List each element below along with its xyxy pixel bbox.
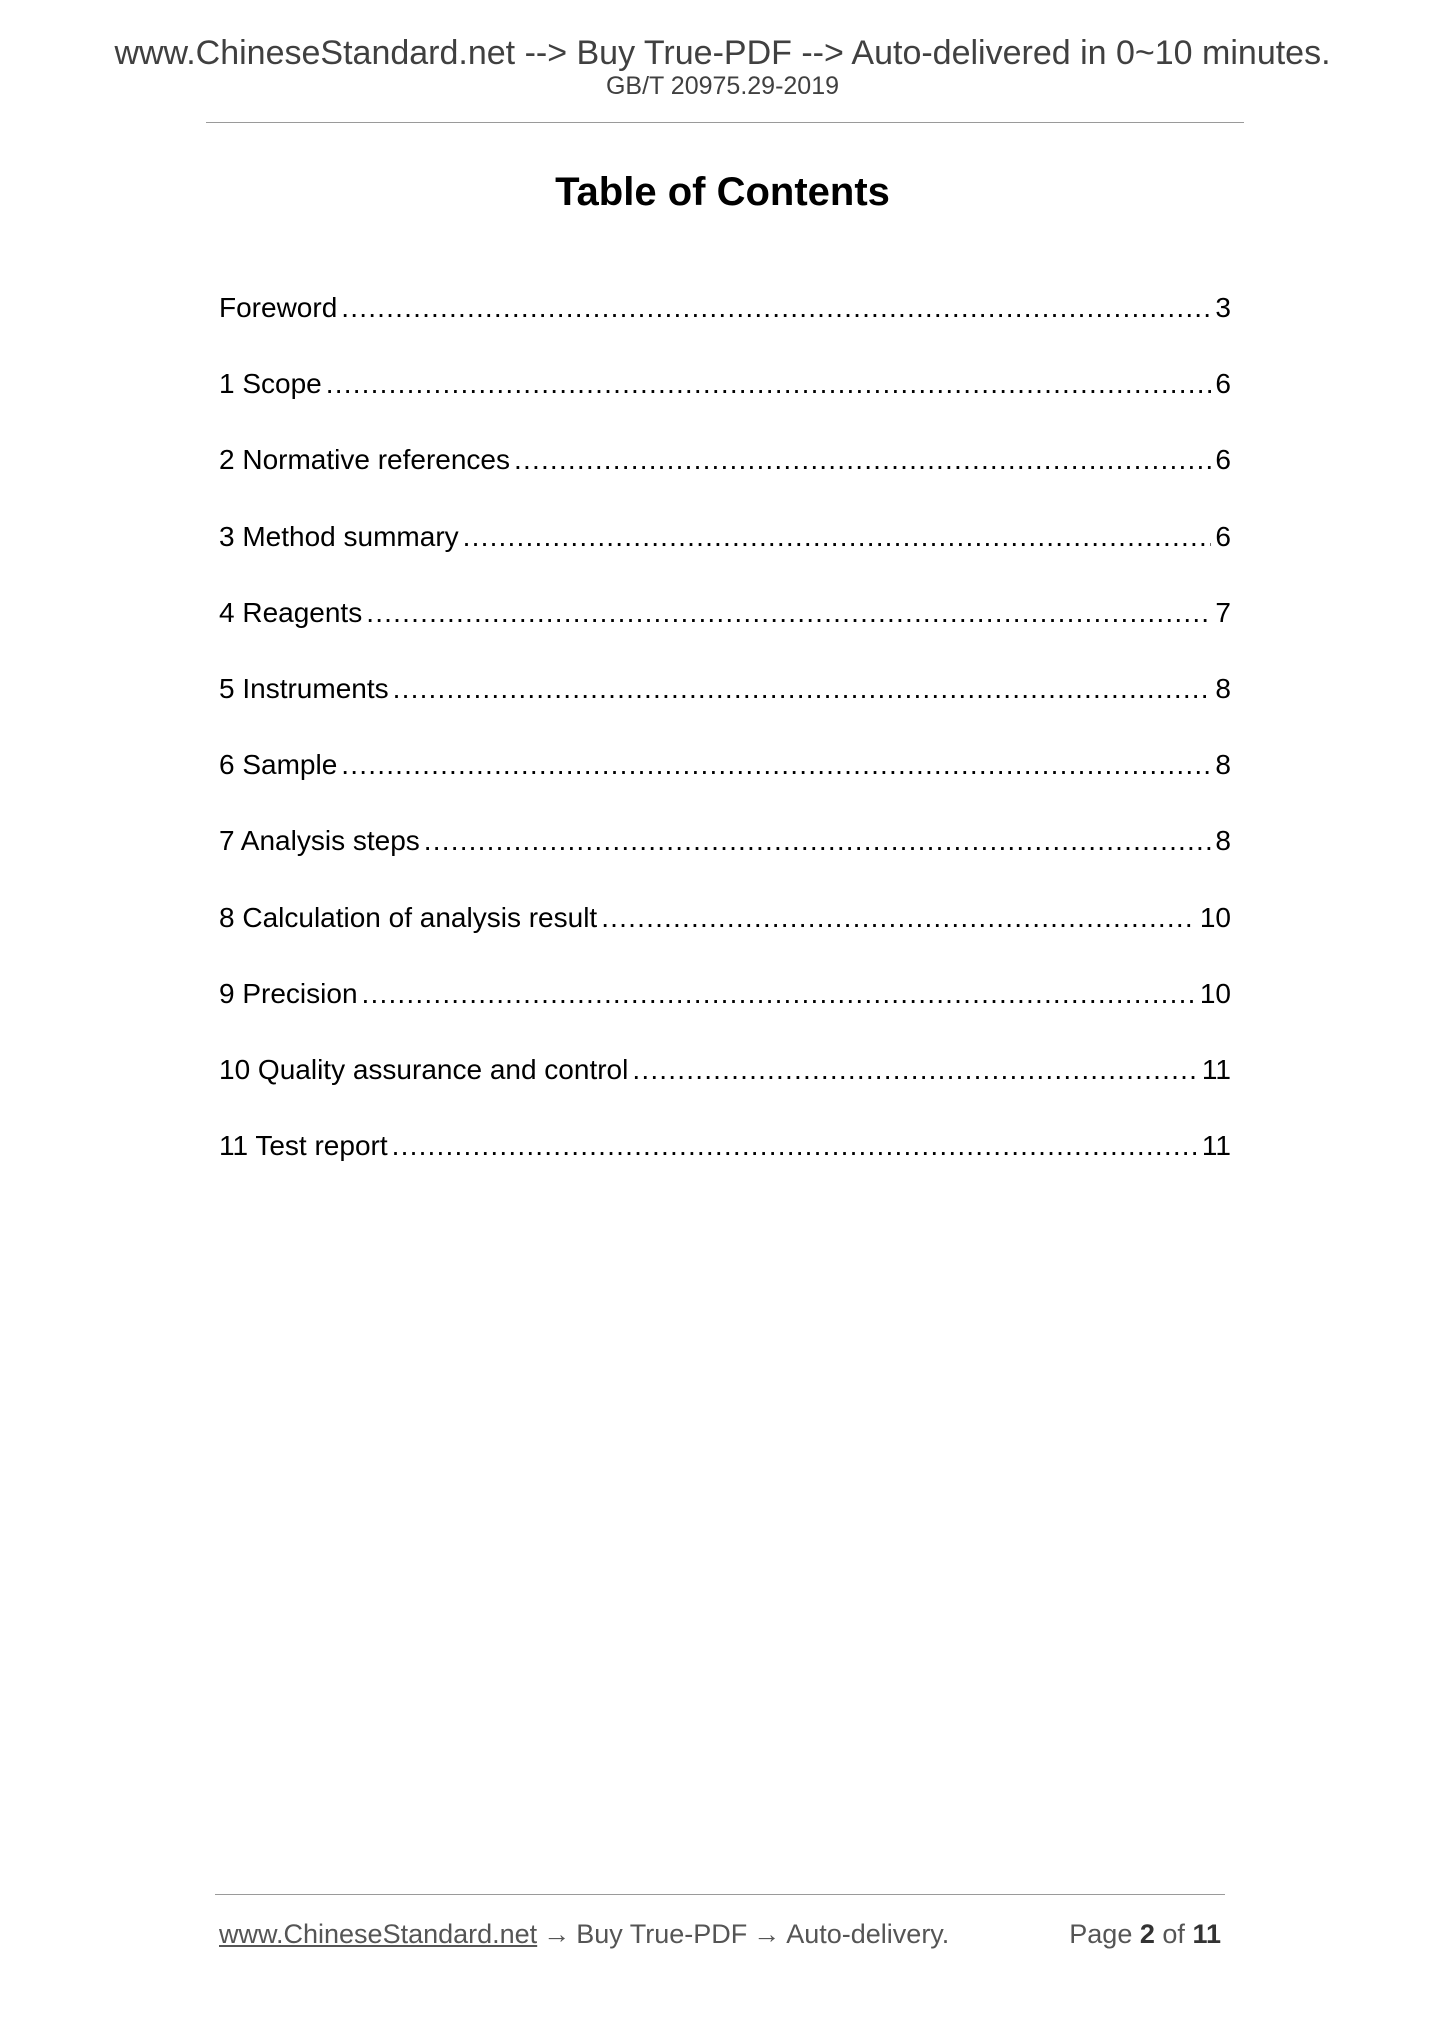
toc-dot-leader <box>601 898 1196 938</box>
toc-entry-method-summary[interactable] <box>219 517 1231 593</box>
toc-dot-leader <box>392 1126 1198 1166</box>
toc-entry-page: 8 <box>1215 672 1231 704</box>
footer-buy-text: Buy True-PDF <box>576 1919 748 1949</box>
toc-entry-precision[interactable] <box>219 974 1231 1050</box>
toc-entry-normative-references[interactable] <box>219 440 1231 516</box>
total-pages-number: 11 <box>1192 1919 1221 1949</box>
toc-entry-label: Foreword <box>219 292 338 323</box>
toc-entry-foreword[interactable] <box>219 288 1231 364</box>
toc-entry-label: 8 Calculation of analysis result <box>219 901 598 933</box>
toc-entry-quality-assurance[interactable] <box>219 1050 1231 1126</box>
toc-entry-label: 4 Reagents <box>219 596 363 628</box>
footer-site-link[interactable]: www.ChineseStandard.net <box>219 1919 538 1949</box>
footer-divider <box>215 1894 1225 1895</box>
toc-dot-leader <box>424 821 1212 861</box>
toc-entry-label: 10 Quality assurance and control <box>219 1053 629 1085</box>
toc-entry-calculation[interactable] <box>219 898 1231 974</box>
toc-entry-page: 3 <box>1215 292 1231 323</box>
page-title: Table of Contents <box>555 170 890 214</box>
of-word: of <box>1162 1919 1185 1949</box>
arrow-right-icon: → <box>753 1919 781 1949</box>
footer-promo <box>219 1918 949 1950</box>
toc-entry-analysis-steps[interactable] <box>219 821 1231 897</box>
toc-entry-label: 9 Precision <box>219 977 358 1009</box>
toc-dot-leader <box>341 745 1211 785</box>
header-banner: www.ChineseStandard.net --> Buy True-PDF --> Auto-delivered in 0~10 minutes. <box>114 34 1331 72</box>
toc-dot-leader <box>366 593 1211 633</box>
toc-dot-leader <box>632 1050 1198 1090</box>
toc-entry-test-report[interactable] <box>219 1126 1231 1202</box>
toc-entry-page: 11 <box>1201 1053 1231 1085</box>
toc-dot-leader <box>393 669 1212 709</box>
toc-entry-label: 7 Analysis steps <box>219 825 420 857</box>
toc-dot-leader <box>362 974 1196 1014</box>
document-code: GB/T 20975.29-2019 <box>605 72 840 100</box>
toc-dot-leader <box>463 517 1212 557</box>
toc-entry-page: 7 <box>1215 596 1231 628</box>
toc-dot-leader <box>341 288 1211 328</box>
toc-entry-label: 6 Sample <box>219 749 338 781</box>
header-divider <box>206 122 1244 123</box>
toc-dot-leader <box>326 364 1212 404</box>
arrow-right-icon: → <box>543 1919 571 1949</box>
toc-entry-page: 6 <box>1215 368 1231 400</box>
toc-entry-page: 8 <box>1215 749 1231 781</box>
toc-entry-page: 6 <box>1215 444 1231 476</box>
toc-entry-page: 8 <box>1215 825 1231 857</box>
toc-entry-sample[interactable] <box>219 745 1231 821</box>
toc-entry-page: 10 <box>1199 901 1231 933</box>
toc-entry-page: 11 <box>1201 1130 1231 1162</box>
toc-entry-scope[interactable] <box>219 364 1231 440</box>
toc-entry-label: 11 Test report <box>219 1130 388 1162</box>
toc-entry-label: 1 Scope <box>219 368 322 400</box>
toc-entry-label: 3 Method summary <box>219 520 459 552</box>
page-word: Page <box>1069 1919 1133 1949</box>
toc-entry-page: 6 <box>1215 520 1231 552</box>
page-indicator <box>1069 1918 1221 1950</box>
toc-entry-label: 5 Instruments <box>219 672 389 704</box>
current-page-number: 2 <box>1139 1919 1155 1949</box>
toc-list <box>219 288 1231 1202</box>
toc-entry-instruments[interactable] <box>219 669 1231 745</box>
toc-entry-reagents[interactable] <box>219 593 1231 669</box>
footer-delivery-text: Auto-delivery. <box>786 1919 950 1949</box>
toc-dot-leader <box>514 440 1211 480</box>
toc-entry-page: 10 <box>1199 977 1231 1009</box>
toc-entry-label: 2 Normative references <box>219 444 511 476</box>
